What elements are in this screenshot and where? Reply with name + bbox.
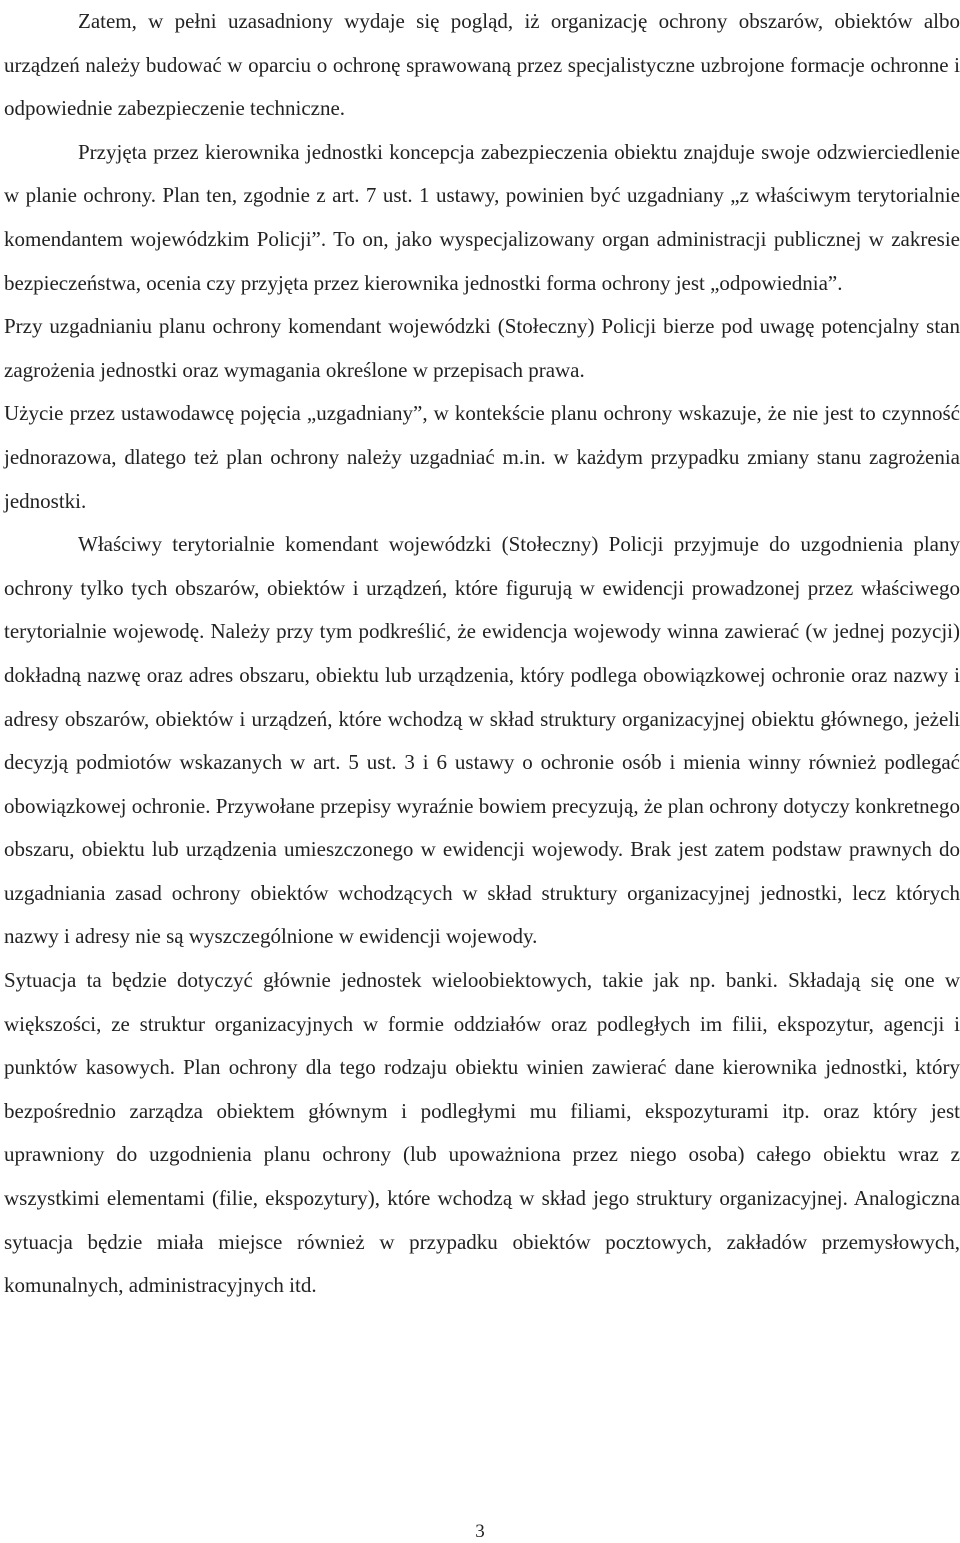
- paragraph-3: Przy uzgadnianiu planu ochrony komendant wojewódzki (Stołeczny) Policji bierze pod uwagę potencjalny stan zagrożenia jednostki oraz wymagania określone w przepisach prawa.: [4, 314, 960, 382]
- paragraph-6: Sytuacja ta będzie dotyczyć głównie jednostek wieloobiektowych, takie jak np. banki. Składają się one w większości, ze struktur organizacyjnych w formie oddziałów oraz podległych im filii, ekspozytur, agencji i punktów kasowych. Plan ochrony dla tego rodzaju obiektu winien zawierać dane kierownika jednostki, który bezpośrednio zarządza obiektem głównym i podległymi mu filiami, ekspozyturami itp. oraz który jest uprawniony do uzgodnienia planu ochrony (lub upoważniona przez niego osoba) całego obiektu wraz z wszystkimi elementami (filie, ekspozytury), które wchodzą w skład jego struktury organizacyjnej. Analogiczna sytuacja będzie miała miejsce również w przypadku obiektów pocztowych, zakładów przemysłowych, komunalnych, administracyjnych itd.: [4, 968, 960, 1298]
- paragraph-4: Użycie przez ustawodawcę pojęcia „uzgadniany”, w kontekście planu ochrony wskazuje, że nie jest to czynność jednorazowa, dlatego też plan ochrony należy uzgadniać m.in. w każdym przypadku zmiany stanu zagrożenia jednostki.: [4, 401, 960, 513]
- page-number: 3: [475, 1521, 485, 1542]
- paragraph-1: Zatem, w pełni uzasadniony wydaje się pogląd, iż organizację ochrony obszarów, obiektów albo urządzeń należy budować w oparciu o ochronę sprawowaną przez specjalistyczne uzbrojone formacje ochronne i odpowiednie zabezpieczenie techniczne.: [4, 9, 960, 121]
- document-page: [4, 0, 960, 1308]
- paragraph-5: Właściwy terytorialnie komendant wojewódzki (Stołeczny) Policji przyjmuje do uzgodnienia plany ochrony tylko tych obszarów, obiektów i urządzeń, które figurują w ewidencji prowadzonej przez właściwego terytorialnie wojewodę. Należy przy tym podkreślić, że ewidencja wojewody winna zawierać (w jednej pozycji) dokładną nazwę oraz adres obszaru, obiektu lub urządzenia, który podlega obowiązkowej ochronie oraz nazwy i adresy obszarów, obiektów i urządzeń, które wchodzą w skład struktury organizacyjnej obiektu głównego, jeżeli decyzją podmiotów wskazanych w art. 5 ust. 3 i 6 ustawy o ochronie osób i mienia winny również podlegać obowiązkowej ochronie. Przywołane przepisy wyraźnie bowiem precyzują, że plan ochrony dotyczy konkretnego obszaru, obiektu lub urządzenia umieszczonego w ewidencji wojewody. Brak jest zatem podstaw prawnych do uzgadniania zasad ochrony obiektów wchodzących w skład struktury organizacyjnej jednostki, lecz których nazwy i adresy nie są wyszczególnione w ewidencji wojewody.: [4, 532, 960, 949]
- paragraph-2: Przyjęta przez kierownika jednostki koncepcja zabezpieczenia obiektu znajduje swoje odzwierciedlenie w planie ochrony. Plan ten, zgodnie z art. 7 ust. 1 ustawy, powinien być uzgadniany „z właściwym terytorialnie komendantem wojewódzkim Policji”. To on, jako wyspecjalizowany organ administracji publicznej w zakresie bezpieczeństwa, ocenia czy przyjęta przez kierownika jednostki forma ochrony jest „odpowiednia”.: [4, 139, 960, 295]
